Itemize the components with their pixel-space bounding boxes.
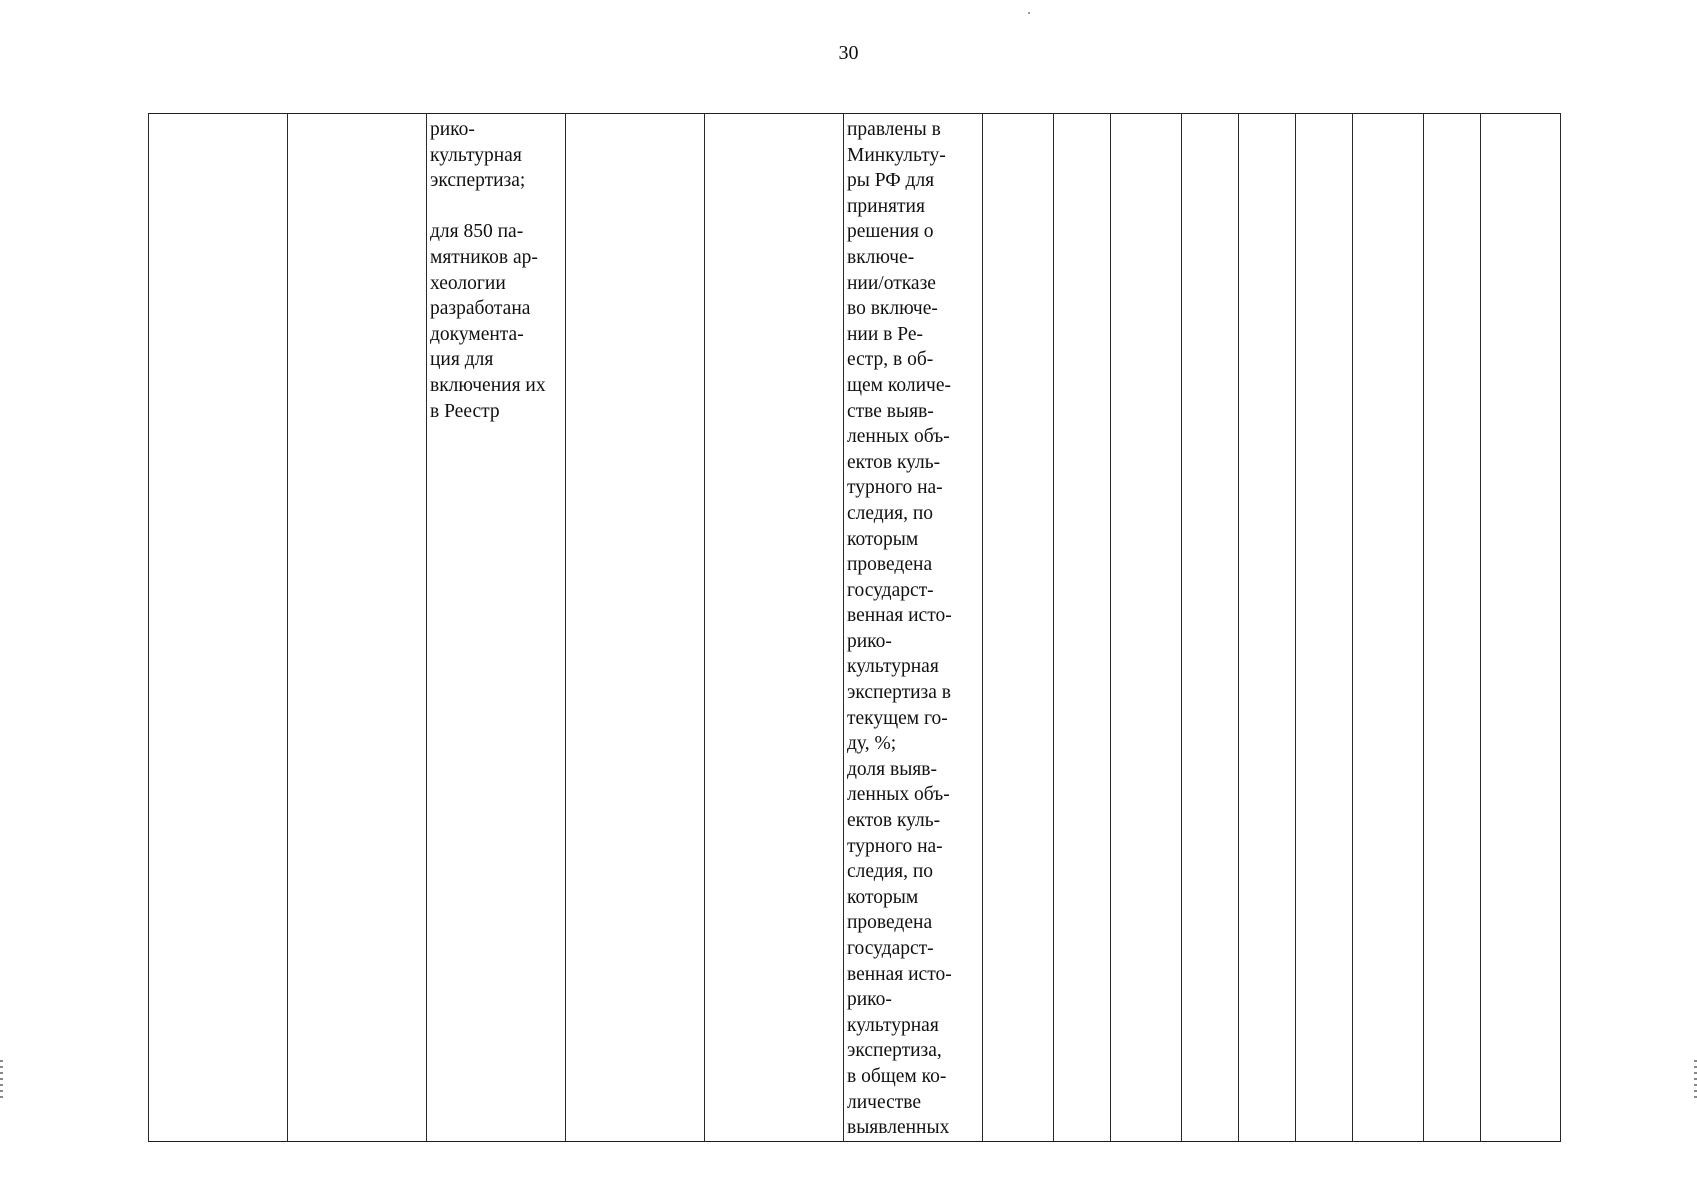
table-cell xyxy=(566,114,705,1142)
table-cell-results xyxy=(427,114,566,1142)
cell-line: нии/отказе xyxy=(847,272,936,294)
table-cell xyxy=(1481,114,1561,1142)
cell-line: ектов куль- xyxy=(847,451,941,473)
data-table xyxy=(148,113,1561,1142)
cell-line: экспертиза; xyxy=(430,170,526,192)
cell-line: для 850 па- xyxy=(430,221,524,243)
cell-line: включе- xyxy=(847,246,915,268)
cell-line: стве выяв- xyxy=(847,400,934,422)
page-number: 30 xyxy=(838,42,859,64)
cell-line: следия, по xyxy=(847,861,934,883)
cell-line: рико- xyxy=(430,119,475,140)
cell-line: экспертиза, xyxy=(847,1040,942,1062)
cell-line: хеологии xyxy=(430,272,506,294)
table-cell xyxy=(1182,114,1239,1142)
cell-line: культурная xyxy=(847,1014,939,1036)
table-cell xyxy=(1296,114,1353,1142)
scan-mark xyxy=(1028,12,1030,14)
cell-line: естр, в об- xyxy=(847,349,934,371)
cell-line: турного на- xyxy=(847,477,943,499)
table-cell xyxy=(1239,114,1296,1142)
cell-line: государст- xyxy=(847,579,934,601)
cell-line: текущем го- xyxy=(847,707,948,729)
table-cell xyxy=(1054,114,1111,1142)
table-cell xyxy=(1353,114,1424,1142)
cell-line: ры РФ для xyxy=(847,170,935,192)
table-cell xyxy=(1424,114,1481,1142)
cell-line: выявленных xyxy=(847,1117,950,1139)
cell-line: доля выяв- xyxy=(847,758,937,780)
cell-line: личестве xyxy=(847,1091,922,1113)
cell-line: ленных объ- xyxy=(847,426,950,448)
cell-line: ду, %; xyxy=(847,733,897,755)
cell-line: Минкульту- xyxy=(847,144,946,166)
cell-line: во включе- xyxy=(847,298,938,320)
cell-line: турного на- xyxy=(847,835,943,857)
cell-line: включения их xyxy=(430,374,546,396)
cell-line: венная исто- xyxy=(847,605,952,627)
cell-line: ектов куль- xyxy=(847,810,941,832)
cell-line: правлены в xyxy=(847,119,941,140)
table-row xyxy=(149,114,1561,1142)
cell-line: ция для xyxy=(430,349,494,371)
cell-line: культурная xyxy=(847,656,939,678)
cell-line: проведена xyxy=(847,554,933,576)
cell-line: которым xyxy=(847,528,919,550)
cell-line: рико- xyxy=(847,989,892,1011)
cell-line: венная исто- xyxy=(847,963,952,985)
scan-mark xyxy=(0,1060,3,1100)
cell-line: проведена xyxy=(847,912,933,934)
table-cell-indicators xyxy=(844,114,983,1142)
cell-line: следия, по xyxy=(847,502,934,524)
cell-line: нии в Ре- xyxy=(847,323,924,345)
cell-line: документа- xyxy=(430,323,524,345)
cell-line: решения о xyxy=(847,221,934,243)
table-cell xyxy=(705,114,844,1142)
cell-line: которым xyxy=(847,886,919,908)
cell-line: принятия xyxy=(847,195,925,217)
cell-line: государст- xyxy=(847,938,934,959)
cell-line: культурная xyxy=(430,144,522,166)
cell-line: разработана xyxy=(430,298,531,320)
cell-line: в Реестр xyxy=(430,400,500,422)
cell-line: экспертиза в xyxy=(847,682,951,704)
cell-blank-line xyxy=(430,194,563,220)
cell-line: рико- xyxy=(847,630,892,652)
cell-line: ленных объ- xyxy=(847,784,950,806)
table-cell xyxy=(288,114,427,1142)
cell-line: мятников ар- xyxy=(430,246,538,268)
table-cell xyxy=(983,114,1054,1142)
table-cell xyxy=(1111,114,1182,1142)
cell-line: щем количе- xyxy=(847,374,951,396)
table-cell xyxy=(149,114,288,1142)
cell-line: в общем ко- xyxy=(847,1065,947,1087)
